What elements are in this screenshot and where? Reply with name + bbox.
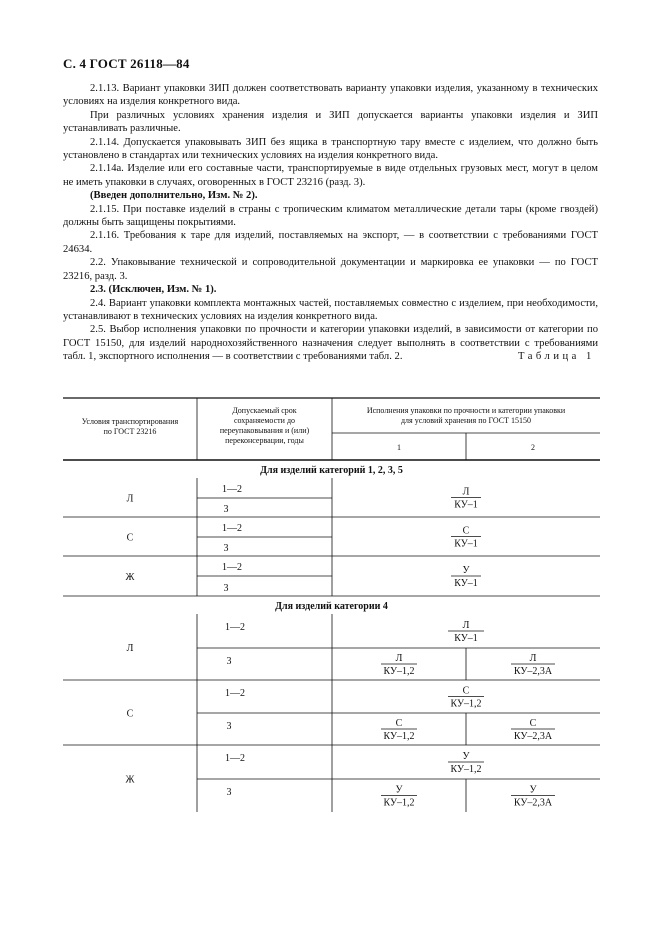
- fraction-denominator: КУ–2,3А: [513, 731, 553, 742]
- fraction-denominator: КУ–1,2: [450, 698, 482, 710]
- table-caption: Таблица 1: [518, 351, 595, 362]
- section-title-2: Для изделий категории 4: [275, 601, 388, 612]
- fraction-numerator: С: [395, 718, 403, 729]
- paragraph: 2.1.14а. Изделие или его составные части, транспортируемые в виде отдельных грузовых мест, могут в целом не иметь упаковки в случаях, оговоренных в ГОСТ 23216 (разд. 3).: [63, 163, 598, 188]
- fraction-numerator: У: [529, 784, 537, 796]
- row-term: 3: [223, 504, 229, 515]
- paragraph: 2.4. Вариант упаковки комплекта монтажных частей, поставляемых совместно с изделием, при необходимости, устанавливают в технических условиях на изделия конкретного вида.: [63, 297, 598, 322]
- fraction-denominator: КУ–1: [454, 578, 478, 589]
- row-term: 3: [223, 583, 229, 594]
- col-header-conditions: по ГОСТ 23216: [103, 427, 157, 436]
- row-condition: Л: [126, 493, 134, 505]
- fraction-numerator: У: [462, 565, 470, 576]
- row-term: 3: [226, 787, 232, 798]
- fraction-denominator: КУ–1,2: [383, 666, 415, 677]
- subheader-2: 2: [531, 443, 535, 452]
- paragraph: 2.1.16. Требования к таре для изделий, поставляемых на экспорт, — в соответствии с требованиями ГОСТ 24634.: [63, 230, 598, 255]
- section-title-1: Для изделий категорий 1, 2, 3, 5: [260, 465, 403, 476]
- fraction-denominator: КУ–1,2: [383, 731, 415, 742]
- fraction-denominator: КУ–1,2: [383, 797, 415, 809]
- row-term: 3: [226, 721, 232, 732]
- col-header-term: Допускаемый срок: [232, 406, 297, 415]
- row-condition: Ж: [125, 774, 135, 786]
- row-term: 1—2: [222, 523, 242, 534]
- row-condition: Л: [126, 643, 134, 654]
- row-condition: С: [126, 532, 134, 544]
- fraction-denominator: КУ–1,2: [450, 764, 482, 775]
- fraction-denominator: КУ–1: [454, 499, 478, 511]
- paragraph: (Введен дополнительно, Изм. № 2).: [90, 190, 258, 202]
- fraction-numerator: С: [462, 685, 470, 697]
- fraction-denominator: КУ–2,3А: [513, 797, 553, 809]
- row-term: 1—2: [225, 688, 245, 699]
- row-term: 1—2: [225, 753, 245, 764]
- col-header-term: переконсервации, годы: [225, 436, 304, 445]
- paragraph: 2.1.13. Вариант упаковки ЗИП должен соответствовать варианту упаковки изделия, указанному в технических условиях на изделия конкретного вида.: [63, 83, 598, 108]
- fraction-numerator: Л: [462, 486, 470, 498]
- col-header-packaging: Исполнения упаковки по прочности и категории упаковки: [366, 406, 566, 415]
- paragraph: 2.5. Выбор исполнения упаковки по прочности и категории упаковки изделий, в зависимости от категории по ГОСТ 15150, для изделий народнохозяйственного назначения следует выполнять в соответствии с требованиями табл. 1, экспортного исполнения — в соответствии с требованиями табл. 2.: [63, 324, 598, 363]
- paragraph: При различных условиях хранения изделия и ЗИП допускается варианты упаковки изделия и ЗИП устанавливать различные.: [63, 109, 598, 135]
- col-header-term: сохраняемости до: [233, 416, 296, 425]
- row-term: 1—2: [225, 622, 245, 633]
- fraction-numerator: С: [462, 525, 470, 537]
- page-header: С. 4 ГОСТ 26118—84: [63, 56, 190, 71]
- paragraph: 2.1.15. При поставке изделий в страны с тропическим климатом металлические детали тары (кроме гвоздей) должны быть защищены покрытиями.: [63, 203, 598, 229]
- fraction-numerator: Л: [462, 620, 470, 631]
- fraction-numerator: Л: [529, 653, 537, 664]
- fraction-denominator: КУ–1: [454, 633, 478, 644]
- row-term: 3: [223, 543, 229, 554]
- row-condition: С: [126, 708, 134, 720]
- fraction-denominator: КУ–1: [454, 538, 478, 550]
- paragraph: 2.2. Упаковывание технической и сопроводительной документации и маркировка ее упаковки — по ГОСТ 23216, разд. 3.: [63, 257, 598, 282]
- fraction-numerator: С: [529, 718, 537, 729]
- col-header-conditions: Условия транспортирования: [81, 417, 179, 426]
- row-term: 3: [226, 656, 232, 667]
- fraction-numerator: Л: [395, 653, 403, 664]
- fraction-denominator: КУ–2,3А: [513, 666, 553, 677]
- row-condition: Ж: [125, 572, 135, 583]
- col-header-packaging: для условий хранения по ГОСТ 15150: [400, 416, 532, 425]
- col-header-term: переупаковывания и (или): [219, 426, 310, 435]
- paragraph: 2.1.14. Допускается упаковывать ЗИП без ящика в транспортную тару вместе с изделием, что должно быть установлено в стандартах или технических условиях на изделия конкретного вида.: [63, 136, 598, 162]
- row-term: 1—2: [222, 562, 242, 573]
- fraction-numerator: У: [395, 784, 403, 796]
- row-term: 1—2: [222, 484, 242, 495]
- fraction-numerator: У: [462, 751, 470, 762]
- subheader-1: 1: [397, 443, 401, 452]
- paragraph: 2.3. (Исключен, Изм. № 1).: [90, 284, 217, 296]
